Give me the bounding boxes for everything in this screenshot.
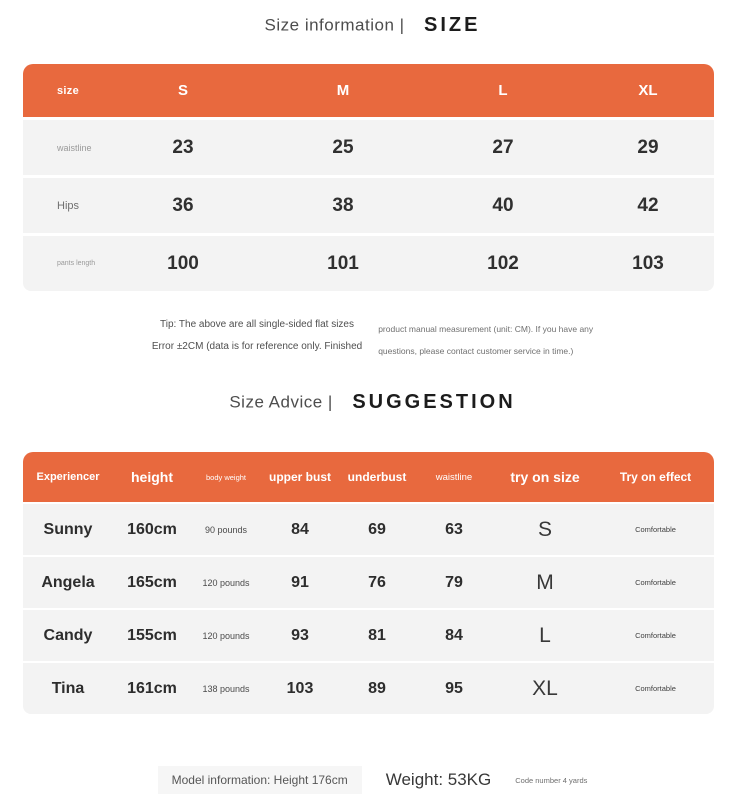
header-body-weight: body weight (205, 472, 247, 482)
cell-body-weight: 138 pounds (202, 683, 250, 694)
cell-value: 40 (492, 194, 514, 216)
cell-experiencer: Tina (51, 679, 85, 697)
cell-value: 101 (327, 252, 359, 274)
size-table-header-m: M (336, 82, 350, 99)
suggestion-table (23, 452, 714, 714)
cell-upper-bust: 93 (291, 626, 309, 644)
cell-waistline: 79 (445, 573, 463, 591)
header-upper-bust: upper bust (269, 470, 331, 484)
cell-height: 165cm (127, 573, 177, 591)
size-advice-title (0, 391, 745, 414)
note-line: questions, please contact customer service in time.) (378, 346, 574, 356)
cell-try-on-effect: Comfortable (635, 578, 676, 587)
header-waistline: waistline (435, 471, 473, 483)
size-table-row-pants-length (23, 236, 714, 291)
cell-waistline: 63 (445, 520, 463, 538)
cell-body-weight: 90 pounds (204, 524, 248, 535)
model-weight-text: Weight: 53KG (385, 770, 492, 789)
suggestion-row-candy (23, 610, 714, 661)
header-underbust: underbust (347, 470, 407, 484)
cell-experiencer: Sunny (43, 520, 93, 538)
cell-height: 155cm (127, 626, 177, 644)
cell-value: 29 (637, 136, 659, 158)
cell-underbust: 81 (368, 626, 386, 644)
cell-value: 100 (167, 252, 199, 274)
cell-value: 27 (492, 136, 514, 158)
size-table-row-hips (23, 178, 714, 233)
cell-value: 25 (332, 136, 354, 158)
cell-upper-bust: 103 (286, 679, 314, 697)
size-info-title-bold: SIZE (424, 14, 481, 36)
cell-value: 23 (172, 136, 194, 158)
suggestion-row-tina (23, 663, 714, 714)
size-advice-title-normal: Size Advice | (229, 392, 333, 412)
cell-height: 160cm (127, 520, 177, 538)
model-info-bar (0, 766, 745, 794)
header-experiencer: Experiencer (36, 471, 100, 483)
cell-waistline: 95 (445, 679, 463, 697)
cell-try-on-effect: Comfortable (635, 631, 676, 640)
cell-value: 42 (637, 194, 659, 216)
header-height: height (131, 469, 173, 485)
cell-body-weight: 120 pounds (202, 577, 250, 588)
cell-upper-bust: 84 (291, 520, 309, 538)
note-line: product manual measurement (unit: CM). If you have any (378, 324, 594, 334)
model-info-text: Model information: Height 176cm (158, 766, 362, 794)
size-table-header-xl: XL (638, 82, 658, 99)
cell-underbust: 69 (368, 520, 386, 538)
cell-value: 103 (632, 252, 664, 274)
cell-try-on-effect: Comfortable (635, 525, 676, 534)
measurement-note-left (152, 314, 362, 362)
header-try-on-effect: Try on effect (619, 470, 692, 484)
measurement-note-right (378, 314, 593, 362)
size-info-title (0, 14, 745, 37)
cell-experiencer: Angela (41, 573, 95, 591)
cell-value: 36 (172, 194, 194, 216)
note-line: Error ±2CM (data is for reference only. Finished (151, 341, 363, 352)
size-table-row-waistline (23, 120, 714, 175)
cell-try-on-effect: Comfortable (635, 684, 676, 693)
measurement-note (0, 314, 745, 362)
row-label: waistline (57, 142, 92, 153)
size-table-header-row (23, 64, 714, 117)
cell-experiencer: Candy (43, 626, 93, 644)
cell-try-on-size: XL (532, 676, 558, 700)
cell-value: 102 (487, 252, 519, 274)
size-info-title-normal: Size information | (264, 15, 405, 35)
size-table-header-s: S (177, 82, 188, 99)
cell-underbust: 76 (368, 573, 386, 591)
size-table-header-size: size (57, 84, 79, 97)
row-label: Hips (57, 199, 80, 212)
cell-waistline: 84 (445, 626, 463, 644)
cell-height: 161cm (127, 679, 177, 697)
size-table (23, 64, 714, 291)
note-line: Tip: The above are all single-sided flat sizes (160, 319, 354, 330)
cell-upper-bust: 91 (291, 573, 309, 591)
suggestion-row-sunny (23, 504, 714, 555)
size-advice-title-bold: SUGGESTION (352, 391, 516, 413)
row-label: pants length (57, 260, 96, 267)
model-code-text: Code number 4 yards (515, 775, 588, 785)
cell-body-weight: 120 pounds (202, 630, 250, 641)
cell-try-on-size: S (537, 517, 552, 541)
suggestion-row-angela (23, 557, 714, 608)
header-try-on-size: try on size (510, 469, 580, 485)
cell-underbust: 89 (368, 679, 386, 697)
cell-try-on-size: L (539, 623, 551, 647)
suggestion-table-header-row (23, 452, 714, 502)
cell-value: 38 (332, 194, 354, 216)
size-table-header-l: L (498, 82, 508, 99)
cell-try-on-size: M (536, 570, 554, 594)
